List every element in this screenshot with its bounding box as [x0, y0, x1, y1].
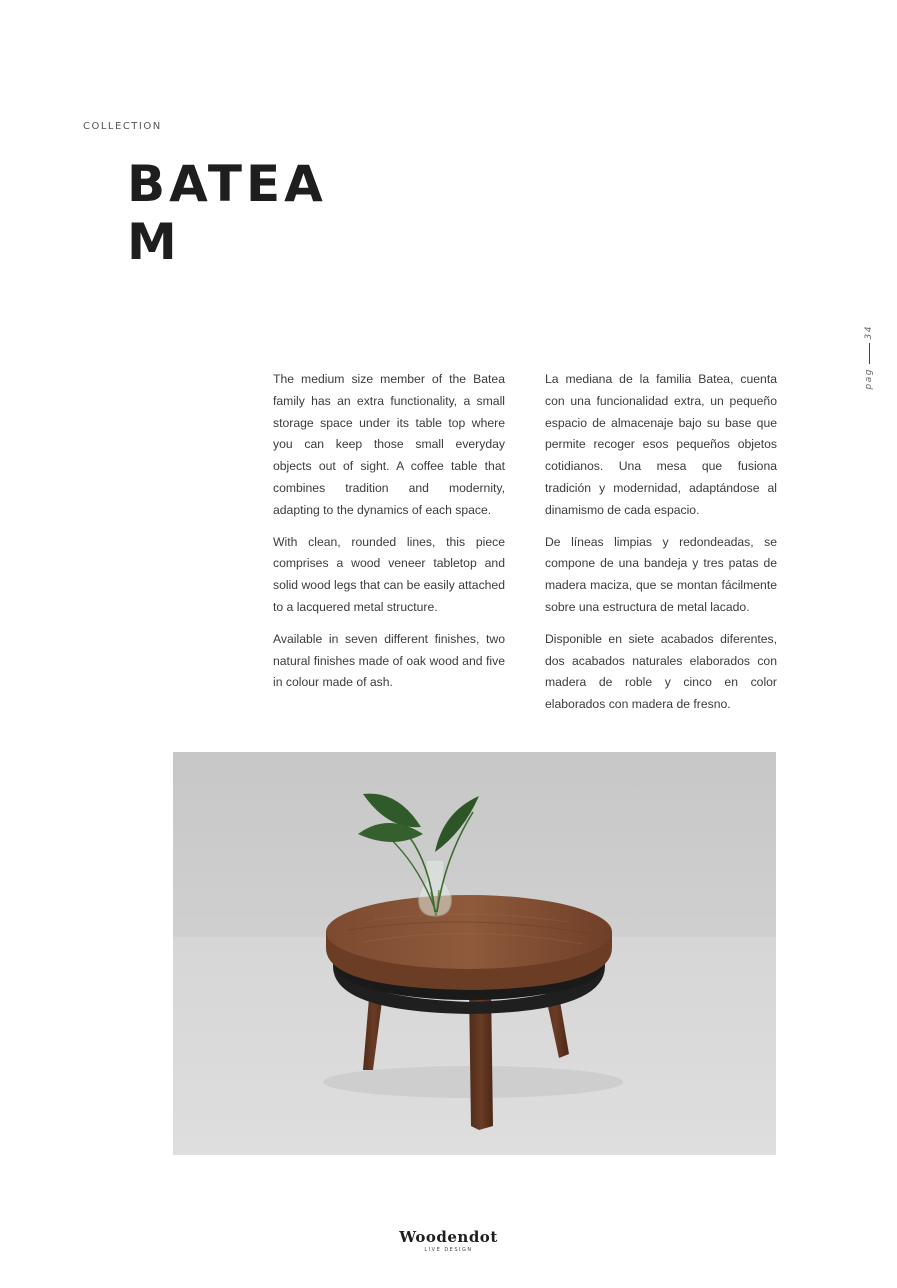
english-description — [273, 369, 505, 704]
en-paragraph-2: With clean, rounded lines, this piece comprises a wood veneer tabletop and solid wood legs that can be easily attached to a lacquered metal structure. — [273, 534, 505, 614]
es-paragraph-1: La mediana de la familia Batea, cuenta con una funcionalidad extra, un pequeño espacio de almacenaje bajo su base que permite recoger esos pequeños objetos cotidianos. Una mesa que fusiona tradición y modernidad, adaptándose al dinamismo de cada espacio. — [545, 372, 777, 517]
page-title — [127, 155, 327, 271]
es-paragraph-3: Disponible en siete acabados diferentes, dos acabados naturales elaborados con madera de roble y cinco en color elaborados con madera de fresno. — [545, 631, 777, 712]
spanish-description — [545, 369, 777, 726]
collection-label: COLLECTION — [83, 121, 162, 132]
page-number: 34 — [864, 325, 874, 340]
en-paragraph-3: Available in seven different finishes, two natural finishes made of oak wood and five in colour made of ash. — [273, 631, 505, 690]
brand-tagline: LIVE DESIGN — [424, 1247, 473, 1253]
product-photo — [173, 752, 776, 1155]
brand-name: Woodendot — [399, 1228, 498, 1246]
es-paragraph-2: De líneas limpias y redondeadas, se compone de una bandeja y tres patas de madera maciza, que se montan fácilmente sobre una estructura de metal lacado. — [545, 534, 777, 614]
tabletop — [326, 895, 612, 969]
title-line-1: BATEA — [127, 155, 327, 213]
page-marker — [862, 325, 876, 389]
title-line-2: M — [127, 213, 181, 271]
page-prefix: pag — [864, 367, 874, 389]
page-marker-line — [869, 343, 870, 363]
en-paragraph-1: The medium size member of the Batea family has an extra functionality, a small storage space under its table top where you can keep those small everyday objects out of sight. A coffee table that combines tradition and modernity, adapting to the dynamics of each space. — [273, 372, 505, 517]
brand-logo — [0, 1228, 897, 1253]
